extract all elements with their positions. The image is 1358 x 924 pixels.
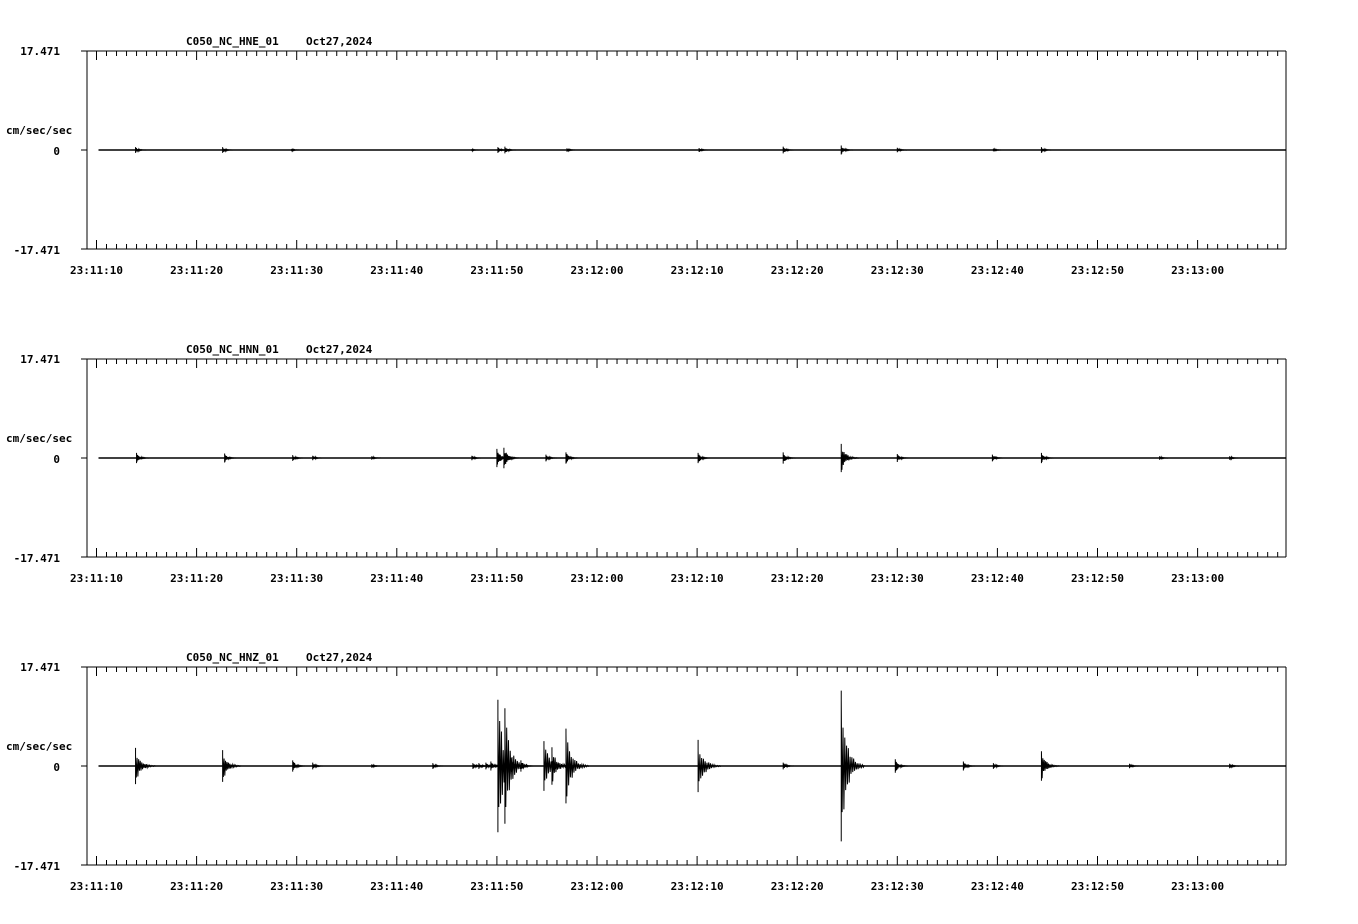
waveform-event	[1230, 764, 1240, 769]
waveform-event	[783, 147, 794, 154]
x-tick-label: 23:12:20	[770, 572, 824, 585]
y-tick-label-max: 17.471	[20, 353, 60, 366]
x-tick-label: 23:11:30	[270, 264, 324, 277]
x-tick-label: 23:12:10	[670, 264, 724, 277]
x-tick-label: 23:11:20	[170, 264, 224, 277]
waveform-event	[1041, 147, 1052, 153]
x-tick-label: 23:11:40	[370, 572, 424, 585]
waveform-event	[841, 145, 853, 154]
waveform-event	[546, 455, 557, 462]
x-tick-label: 23:12:10	[670, 572, 724, 585]
waveform-event	[505, 147, 516, 154]
waveform-event	[292, 149, 302, 151]
panel-title: C050_NC_HNE_01	[186, 35, 279, 48]
seismogram-panel	[6, 35, 1286, 277]
panel-title: C050_NC_HNN_01	[186, 343, 279, 356]
x-tick-label: 23:12:00	[570, 880, 624, 893]
waveform-event	[1130, 764, 1140, 769]
x-tick-label: 23:13:00	[1171, 572, 1225, 585]
x-tick-label: 23:12:30	[870, 572, 924, 585]
waveform-event	[783, 452, 796, 463]
x-tick-label: 23:12:00	[570, 264, 624, 277]
waveform-event	[372, 764, 382, 767]
waveform-event	[698, 740, 721, 792]
y-tick-label-min: -17.471	[13, 552, 60, 565]
waveform-event	[472, 456, 482, 461]
x-tick-label: 23:12:30	[870, 880, 924, 893]
waveform-event	[783, 763, 794, 770]
x-tick-label: 23:12:50	[1071, 572, 1124, 585]
waveform-event	[136, 748, 156, 784]
waveform-event	[1041, 751, 1059, 780]
panel-date: Oct27,2024	[306, 343, 373, 356]
y-axis-label: cm/sec/sec	[6, 740, 73, 753]
waveform-event	[1041, 453, 1053, 463]
seismogram-panel	[6, 651, 1286, 893]
x-tick-label: 23:12:20	[770, 880, 824, 893]
x-tick-label: 23:11:20	[170, 572, 224, 585]
waveform-event	[699, 148, 709, 152]
waveform-event	[136, 147, 147, 153]
x-tick-label: 23:12:40	[970, 880, 1024, 893]
waveform-event	[137, 453, 149, 463]
x-tick-label: 23:11:40	[370, 880, 424, 893]
waveform-event	[566, 729, 589, 804]
x-tick-label: 23:13:00	[1171, 264, 1225, 277]
x-tick-label: 23:12:10	[670, 880, 724, 893]
x-tick-label: 23:12:00	[570, 572, 624, 585]
waveform-event	[1160, 456, 1170, 459]
waveform-event	[993, 149, 1003, 152]
waveform-event	[895, 759, 908, 773]
x-tick-label: 23:11:20	[170, 880, 224, 893]
waveform-event	[313, 763, 324, 770]
waveform-event	[841, 691, 864, 842]
x-tick-label: 23:11:40	[370, 264, 424, 277]
x-tick-label: 23:11:50	[470, 880, 524, 893]
x-tick-label: 23:12:50	[1071, 880, 1124, 893]
seismogram-panel	[6, 343, 1286, 585]
waveform-event	[504, 448, 519, 468]
waveform-event	[698, 453, 710, 463]
waveform-event	[897, 454, 908, 462]
y-tick-label-zero: 0	[53, 453, 60, 466]
y-tick-label-min: -17.471	[13, 244, 60, 257]
x-tick-label: 23:11:10	[70, 572, 123, 585]
waveform-event	[963, 761, 975, 770]
waveform-event	[566, 452, 579, 463]
x-tick-label: 23:13:00	[1171, 880, 1225, 893]
panel-date: Oct27,2024	[306, 651, 373, 664]
waveform-event	[293, 760, 306, 771]
y-tick-label-zero: 0	[53, 761, 60, 774]
waveform-event	[567, 148, 577, 151]
x-tick-label: 23:12:50	[1071, 264, 1124, 277]
y-axis-label: cm/sec/sec	[6, 432, 73, 445]
waveform-event	[521, 760, 534, 771]
waveform-event	[1230, 456, 1240, 459]
waveform-event	[372, 456, 382, 459]
x-tick-label: 23:11:10	[70, 880, 123, 893]
x-tick-label: 23:11:30	[270, 880, 324, 893]
waveform-event	[433, 763, 444, 769]
x-tick-label: 23:11:10	[70, 264, 123, 277]
waveform-event	[223, 750, 242, 782]
waveform-event	[225, 453, 237, 462]
x-tick-label: 23:12:20	[770, 264, 824, 277]
x-tick-label: 23:12:40	[970, 264, 1024, 277]
y-tick-label-min: -17.471	[13, 860, 60, 873]
x-tick-label: 23:12:40	[970, 572, 1024, 585]
y-tick-label-max: 17.471	[20, 45, 60, 58]
x-tick-label: 23:12:30	[870, 264, 924, 277]
waveform-event	[992, 455, 1003, 462]
panel-date: Oct27,2024	[306, 35, 373, 48]
y-axis-label: cm/sec/sec	[6, 124, 73, 137]
waveform-event	[313, 456, 323, 461]
x-tick-label: 23:11:30	[270, 572, 324, 585]
waveform-event	[841, 444, 859, 472]
waveform-event	[223, 147, 234, 153]
waveform-event	[293, 455, 304, 461]
waveform-event	[897, 148, 907, 153]
waveform-event	[993, 763, 1004, 769]
x-tick-label: 23:11:50	[470, 264, 524, 277]
y-tick-label-max: 17.471	[20, 661, 60, 674]
panel-title: C050_NC_HNZ_01	[186, 651, 279, 664]
x-tick-label: 23:11:50	[470, 572, 524, 585]
y-tick-label-zero: 0	[53, 145, 60, 158]
